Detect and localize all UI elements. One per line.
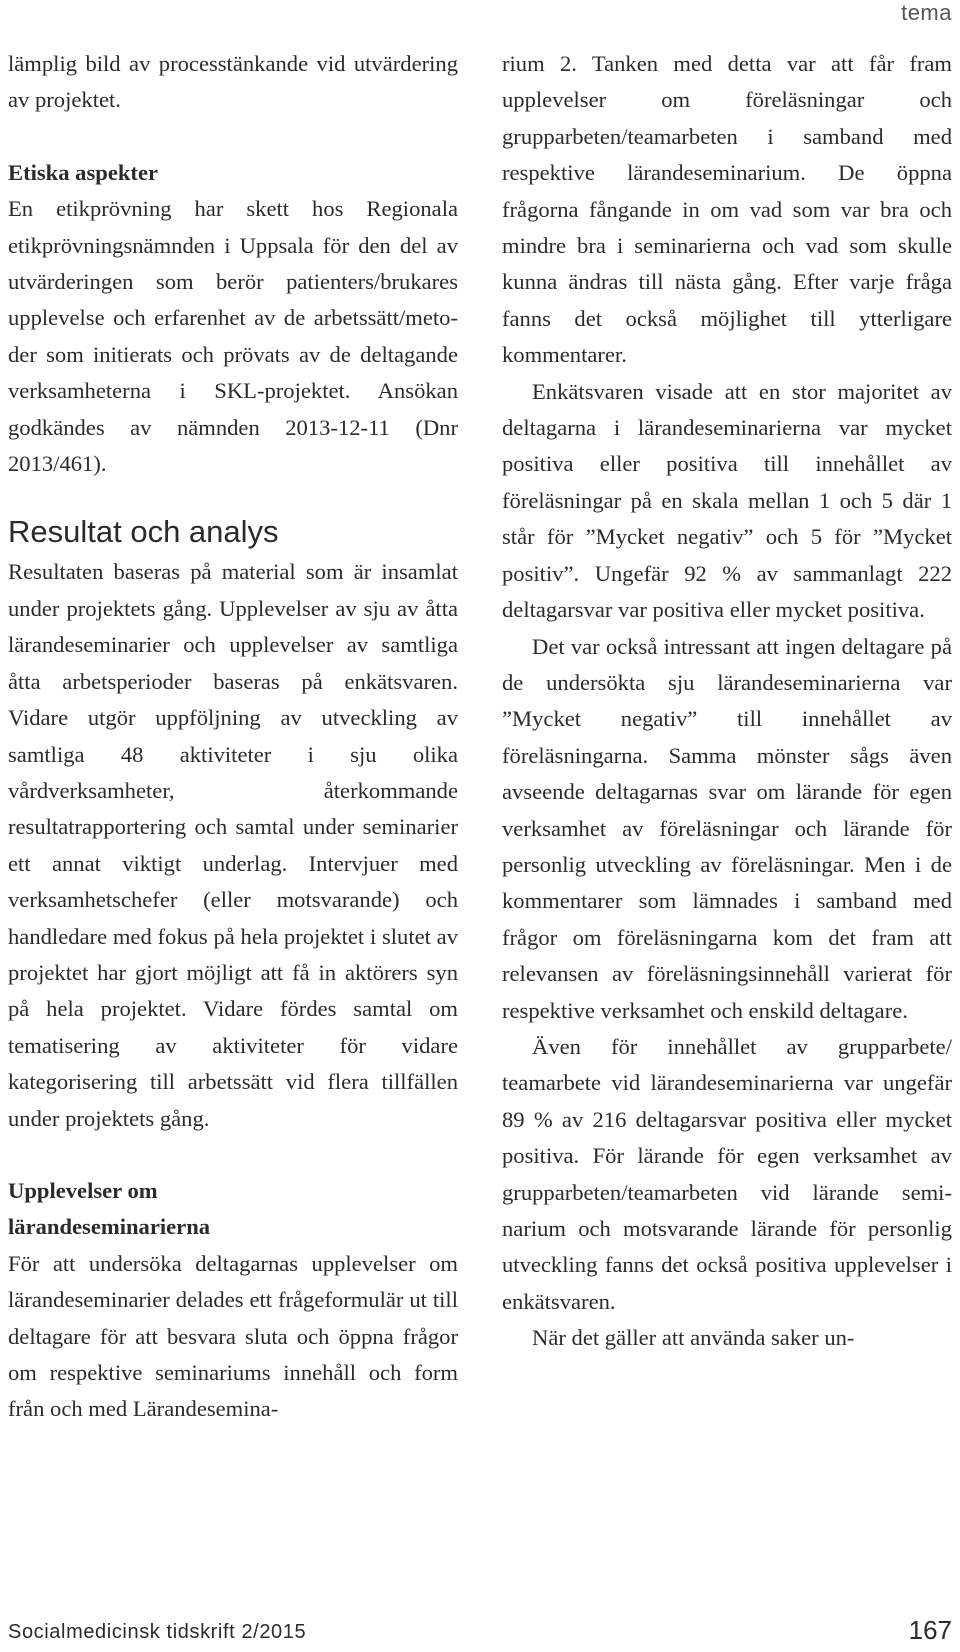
right-paragraph-4: Även för innehållet av grupparbete/ teamarbete vid lärandeseminarierna var ungefär 89 % av 216 deltagarsvar positiva eller mycket positiva. För lärande för egen verksamhet av grupparbeten/teamarbeten vid lärande seminarium och motsvarande lärande för personlig utveckling fanns det också positiva upplevelser i enkätsvaren. [502, 1033, 952, 1314]
spacer [8, 119, 458, 155]
ethics-heading: Etiska aspekter [8, 159, 159, 185]
seminars-heading-line1: Upplevelser om [8, 1177, 158, 1203]
left-column [8, 46, 458, 1428]
seminars-heading-line2: lärandeseminarierna [8, 1214, 211, 1240]
seminars-paragraph: För att undersöka deltagarnas upplevelser om lärandeseminarier delades ett frågeformulär ut till deltagare för att besvara sluta och öppna frågor om respektive seminariums innehåll och form från och med Lärandesemina- [8, 1250, 458, 1422]
right-paragraph-1: rium 2. Tanken med detta var att får fram upplevelser om föreläsningar och grupparbeten/teamarbeten i samband med respektive lärandeseminarium. De öppna frågorna fångande in om vad som var bra och mindre bra i seminarierna och vad som skulle kunna ändras till nästa gång. Efter varje fråga fanns det också möjlighet till ytterligare kommentarer. [502, 51, 952, 368]
intro-paragraph: lämplig bild av processtänkande vid utvärdering av projektet. [8, 51, 458, 113]
spacer [8, 482, 458, 512]
results-heading: Resultat och analys [8, 514, 279, 550]
results-paragraph: Resultaten baseras på material som är insamlat under projektets gång. Upplevelser av sju av åtta lärandeseminarier och upplevelser av samtliga åtta arbetsperioder baseras på enkätsvaren. Vidare utgör uppföljning av utveckling av samtliga 48 aktiviteter i sju olika vårdverksamheter, återkommande resultatrapportering och samtal under seminarier ett annat viktigt underlag. Intervjuer med verksamhetschefer (eller motsvarande) och handledare med fokus på hela projektet i slutet av projektet har gjort möjligt att få in aktörers syn på hela projektet. Vidare fördes samtal om tematisering av aktiviteter för vidare kategorisering till arbetssätt vid flera tillfällen under projektets gång. [8, 559, 458, 1131]
page-footer [8, 1606, 952, 1646]
spacer [8, 1137, 458, 1173]
right-paragraph-3: Det var också intressant att ingen deltagare på de undersökta sju lärandeseminarierna var ”Mycket negativ” till innehållet av föreläsningarna. Samma mönster sågs även avseende deltagarnas svar om lärande för egen verksamhet av föreläsningar och lärande för personlig utveckling av föreläsningar. Men i de kommentarer som lämnades i samband med frågor om föreläsningarna kom det fram att relevansen av föreläsningsinnehåll varierat för respektive verksamhet och enskild deltagare. [502, 633, 952, 1023]
page-number: 167 [908, 1615, 952, 1645]
right-paragraph-5: När det gäller att använda saker un- [532, 1325, 855, 1351]
journal-title: Socialmedicinsk tidskrift 2/2015 [8, 1621, 307, 1643]
section-tag: tema [901, 0, 952, 25]
ethics-paragraph: En etikprövning har skett hos Regionala etikprövningsnämnden i Uppsala för den del av utvärderingen som berör patienters/brukares upplevelse och erfarenhet av de arbetssätt/metoder som initierats och prövats av de deltagande verksamheterna i SKL-projektet. Ansökan godkändes av nämnden 2013-12-11 (Dnr 2013/461). [8, 196, 458, 477]
right-column [502, 46, 952, 1357]
right-paragraph-2: Enkätsvaren visade att en stor majoritet av deltagarna i lärandeseminarierna var mycket positiva eller positiva till innehållet av föreläsningar på en skala mellan 1 och 5 där 1 står för ”Mycket negativ” och 5 för ”Mycket positiv”. Ungefär 92 % av sammanlagt 222 deltagarsvar var positiva eller mycket positiva. [502, 378, 952, 623]
